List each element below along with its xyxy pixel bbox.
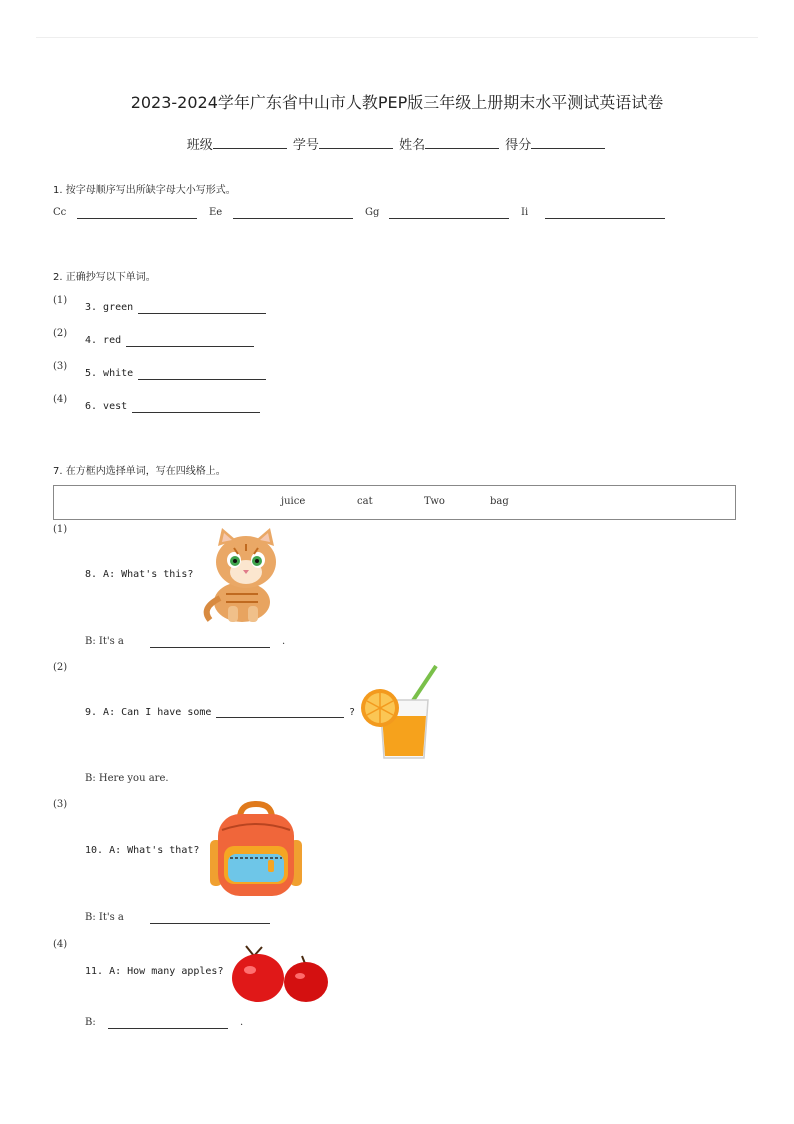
q2-word-white: 5. white <box>85 368 134 379</box>
q2-word-green: 3. green <box>85 302 134 313</box>
q1-prompt: 1. 按字母顺序写出所缺字母大小写形式。 <box>53 185 236 196</box>
top-divider <box>36 37 758 38</box>
class-blank[interactable] <box>213 136 287 149</box>
q1-letter-ii: Ii <box>521 207 529 218</box>
class-label: 班级 <box>186 138 213 153</box>
q1-letter-gg: Gg <box>365 207 380 218</box>
q11-answer-period: . <box>240 1017 244 1028</box>
q1-answer-line-2[interactable] <box>233 218 353 219</box>
page-title: 2023-2024学年广东省中山市人教PEP版三年级上册期末水平测试英语试卷 <box>130 93 664 112</box>
q9-question-mark: ? <box>349 707 356 718</box>
q10-answer-prefix: B: It's a <box>85 912 124 923</box>
q8-answer-period: . <box>282 636 286 647</box>
q2-answer-line-3[interactable] <box>138 379 266 380</box>
q11-answer-line[interactable] <box>108 1028 228 1029</box>
juice-image <box>358 664 442 764</box>
word-bank-box <box>53 485 736 520</box>
q8-answer-prefix: B: It's a <box>85 636 124 647</box>
q2-answer-line-1[interactable] <box>138 313 266 314</box>
q2-sub-4: (4) <box>53 394 68 405</box>
q1-answer-line-4[interactable] <box>545 218 665 219</box>
id-blank[interactable] <box>319 136 393 149</box>
name-label: 姓名 <box>399 138 426 153</box>
q2-prompt: 2. 正确抄写以下单词。 <box>53 272 156 283</box>
bag-image <box>204 800 310 898</box>
q1-letter-ee: Ee <box>209 207 223 218</box>
q2-answer-line-4[interactable] <box>132 412 260 413</box>
q2-sub-1: (1) <box>53 295 68 306</box>
word-option-bag: bag <box>490 496 509 507</box>
q11-question: 11. A: How many apples? <box>85 966 224 977</box>
q1-answer-line-1[interactable] <box>77 218 197 219</box>
q9-answer: B: Here you are. <box>85 773 169 784</box>
score-label: 得分 <box>505 138 532 153</box>
q1-letter-cc: Cc <box>53 207 67 218</box>
q2-word-vest: 6. vest <box>85 401 128 412</box>
q7-sub-1: (1) <box>53 524 68 535</box>
q2-answer-line-2[interactable] <box>126 346 254 347</box>
q9-question: 9. A: Can I have some <box>85 707 212 718</box>
word-option-juice: juice <box>281 496 306 507</box>
student-info-row <box>0 134 794 153</box>
word-option-two: Two <box>424 496 445 507</box>
q2-word-red: 4. red <box>85 335 122 346</box>
q7-prompt: 7. 在方框内选择单词，写在四线格上。 <box>53 466 226 477</box>
q8-answer-line[interactable] <box>150 647 270 648</box>
cat-image <box>196 528 286 624</box>
q8-question: 8. A: What's this? <box>85 569 194 580</box>
q11-answer-prefix: B: <box>85 1017 96 1028</box>
q2-sub-3: (3) <box>53 361 68 372</box>
q7-sub-2: (2) <box>53 662 68 673</box>
id-label: 学号 <box>292 138 319 153</box>
apples-image <box>228 944 332 1004</box>
word-option-cat: cat <box>357 496 373 507</box>
score-blank[interactable] <box>531 136 605 149</box>
q1-answer-line-3[interactable] <box>389 218 509 219</box>
q9-answer-line[interactable] <box>216 717 344 718</box>
q2-sub-2: (2) <box>53 328 68 339</box>
q10-question: 10. A: What's that? <box>85 845 200 856</box>
q7-sub-3: (3) <box>53 799 68 810</box>
name-blank[interactable] <box>425 136 499 149</box>
q7-sub-4: (4) <box>53 939 68 950</box>
q10-answer-line[interactable] <box>150 923 270 924</box>
